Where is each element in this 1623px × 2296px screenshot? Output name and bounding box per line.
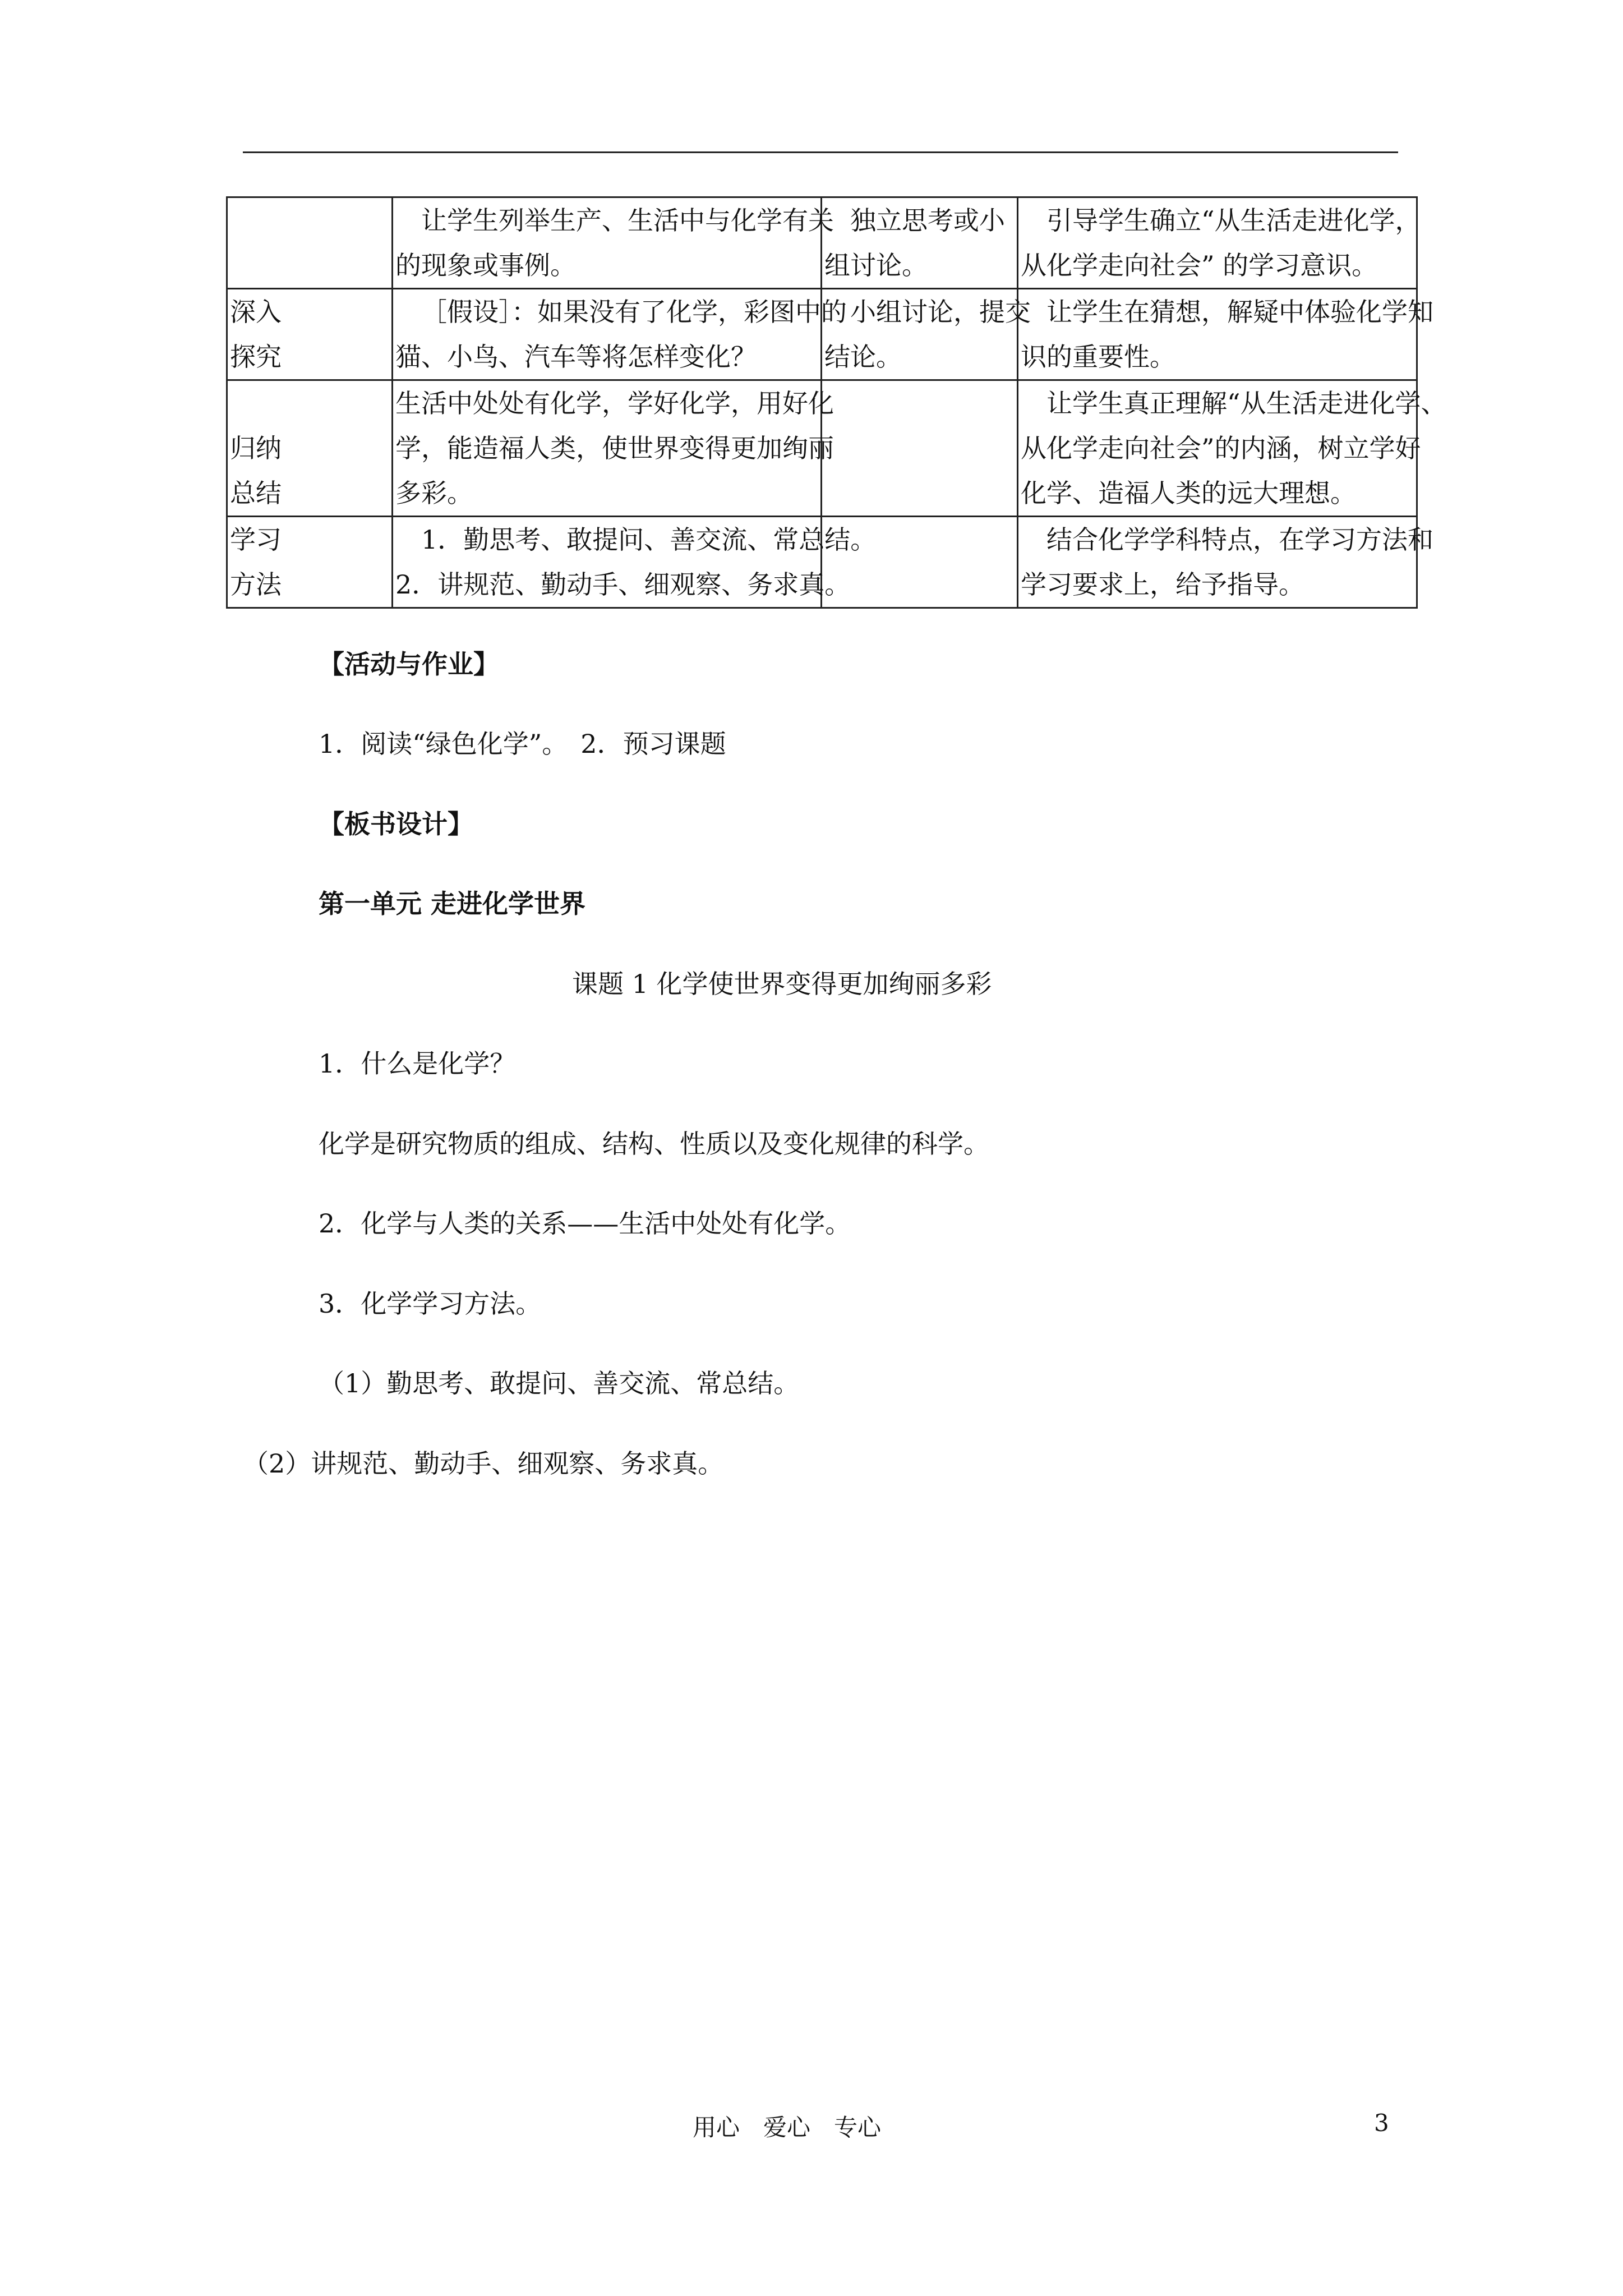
table-row	[227, 517, 1417, 608]
page-number: 3	[1374, 2109, 1389, 2137]
footer-motto: 用心 爱心 专心	[693, 2114, 882, 2141]
board-question-2: 2．化学与人类的关系——生活中处处有化学。	[319, 1208, 851, 1239]
topic-title: 课题 1 化学使世界变得更加绚丽多彩	[572, 969, 992, 999]
table-row	[227, 289, 1417, 380]
board-method-2: （2）讲规范、勤动手、细观察、务求真。	[243, 1448, 724, 1479]
board-answer-1: 化学是研究物质的组成、结构、性质以及变化规律的科学。	[319, 1129, 989, 1159]
unit-title: 第一单元 走进化学世界	[319, 889, 586, 919]
student-activity-cell: 小组讨论，提交 结论。	[822, 289, 1018, 380]
teacher-activity-cell: 生活中处处有化学，学好化学，用好化 学，能造福人类，使世界变得更加绚丽 多彩。	[393, 380, 822, 517]
teacher-activity-cell: ［假设］：如果没有了化学，彩图中的 猫、小鸟、汽车等将怎样变化？	[393, 289, 822, 380]
activity-text: 1．阅读“绿色化学”。 2．预习课题	[319, 729, 726, 759]
design-intent-cell: 让学生真正理解“从生活走进化学、 从化学走向社会”的内涵，树立学好 化学、造福人类的远大理想。	[1018, 380, 1417, 517]
activity-heading: 【活动与作业】	[319, 649, 499, 679]
stage-cell: 归纳 总结	[227, 380, 393, 517]
lesson-table	[226, 196, 1447, 609]
table-row	[227, 197, 1417, 289]
design-intent-cell: 结合化学学科特点，在学习方法和 学习要求上，给予指导。	[1018, 517, 1417, 608]
board-question-1: 1．什么是化学？	[319, 1048, 516, 1079]
stage-cell: 学习 方法	[227, 517, 393, 608]
student-activity-cell	[822, 380, 1018, 517]
student-activity-cell: 独立思考或小 组讨论。	[822, 197, 1018, 289]
design-intent-cell: 让学生在猜想，解疑中体验化学知 识的重要性。	[1018, 289, 1417, 380]
stage-cell	[227, 197, 393, 289]
design-intent-cell: 引导学生确立“从生活走进化学， 从化学走向社会” 的学习意识。	[1018, 197, 1417, 289]
stage-cell: 深入 探究	[227, 289, 393, 380]
board-method-1: （1）勤思考、敢提问、善交流、常总结。	[319, 1368, 800, 1398]
teacher-activity-cell: 1．勤思考、敢提问、善交流、常总结。 2．讲规范、勤动手、细观察、务求真。	[393, 517, 822, 608]
teacher-activity-cell: 让学生列举生产、生活中与化学有关 的现象或事例。	[393, 197, 822, 289]
board-question-3: 3．化学学习方法。	[319, 1289, 542, 1319]
table-row	[227, 380, 1417, 517]
header-rule	[243, 151, 1398, 153]
board-heading: 【板书设计】	[319, 809, 473, 839]
